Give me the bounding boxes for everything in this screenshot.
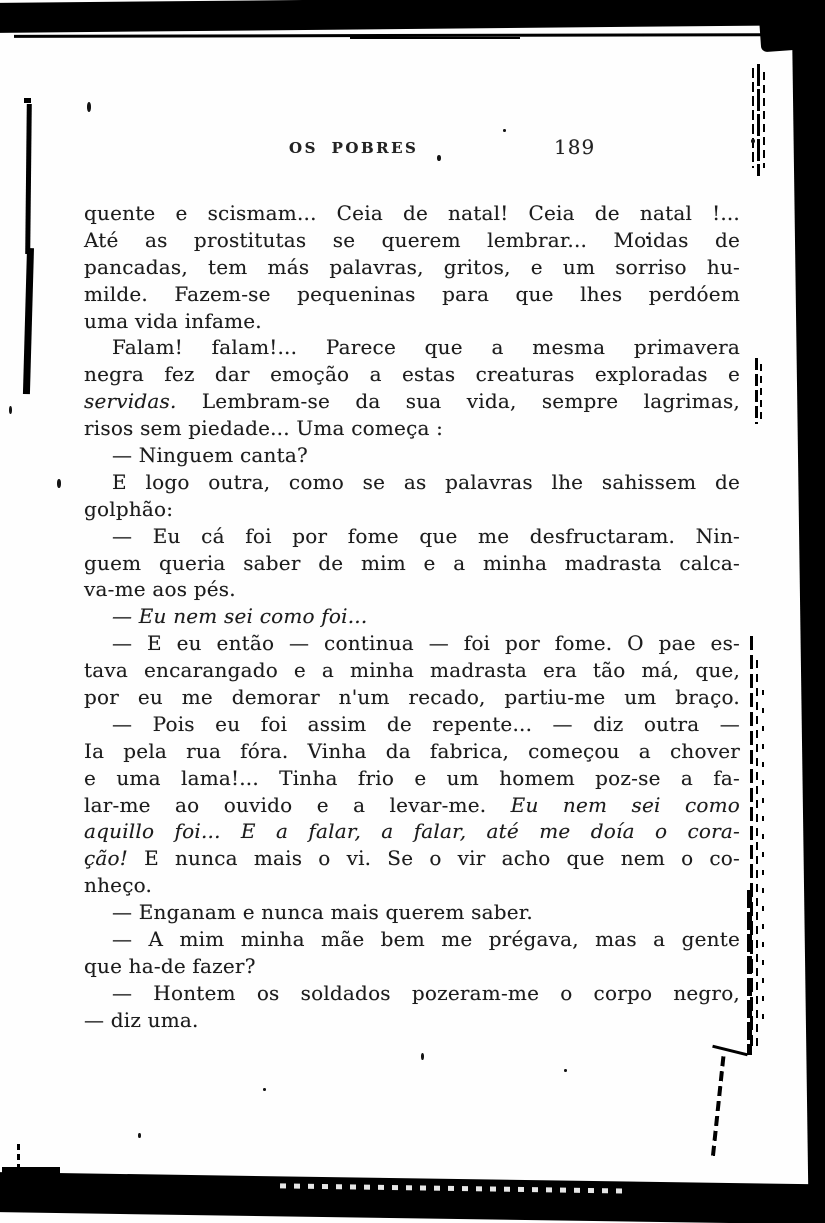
scan-artifact-left-streak (25, 104, 32, 254)
text-line: — E eu então — continua — foi por fome. O pae es- (112, 631, 740, 656)
text-line: golphão: (84, 496, 174, 521)
italic-segment: ção! (84, 846, 145, 871)
text-line: que ha-de fazer? (84, 953, 256, 978)
scan-artifact-top-bar (0, 0, 825, 33)
scan-artifact-bottom-bar (0, 1172, 825, 1223)
text-line: — diz uma. (84, 1007, 199, 1032)
scan-speck (564, 1069, 567, 1072)
scan-artifact-ink-streak (763, 72, 765, 168)
text-line: e uma lama!... Tinha frio e um homem poz-se a fa- (84, 765, 740, 790)
scan-artifact-ink-streak (712, 1045, 748, 1057)
scan-speck (9, 406, 12, 414)
scan-artifact-ink-streak (711, 1056, 726, 1160)
text-line: pancadas, tem más palavras, gritos, e um sorriso hu- (84, 254, 740, 279)
text-line: nheço. (84, 873, 153, 898)
text-line: aquillo foi... E a falar, a falar, até me doía o cora- (84, 819, 740, 844)
text-line (84, 792, 740, 819)
italic-segment: Eu nem sei como (510, 792, 740, 817)
text-line: uma vida infame. (84, 308, 262, 333)
text-segment: Lembram-se da sua vida, sempre lagrimas, (176, 389, 740, 414)
text-line: tava encarangado e a minha madrasta era tão má, que, (84, 658, 740, 683)
text-line: E logo outra, como se as palavras lhe sahissem de (112, 469, 740, 494)
text-line: va-me aos pés. (84, 577, 236, 602)
text-line: — A mim minha mãe bem me prégava, mas a gente (112, 927, 740, 952)
scan-artifact-left-streak (23, 248, 34, 394)
scan-speck (87, 102, 91, 112)
text-line: guem queria saber de mim e a minha madrasta calca- (84, 550, 740, 575)
text-segment: lar-me ao ouvido e a levar-me. (84, 792, 511, 817)
scan-artifact-ink-streak (756, 660, 758, 1050)
scan-speck (503, 129, 506, 132)
text-line: risos sem piedade... Uma começa : (84, 416, 444, 441)
scan-artifact-ink-streak (760, 364, 762, 422)
scan-artifact-ink-streak (747, 890, 752, 1055)
scan-artifact-right-bar (792, 26, 825, 1223)
text-line: quente e scismam... Ceia de natal! Ceia de natal !... (84, 201, 740, 225)
text-line: por eu me demorar n'um recado, partiu-me um braço. (84, 685, 740, 710)
text-line: Falam! falam!... Parece que a mesma primavera (112, 335, 740, 360)
scan-speck (138, 1133, 141, 1138)
scan-speck (437, 155, 441, 161)
text-line: — Pois eu foi assim de repente... — diz outra — (112, 711, 740, 736)
text-line: milde. Fazem-se pequeninas para que lhes perdóem (84, 281, 740, 306)
text-line (84, 845, 740, 872)
text-line (84, 388, 740, 415)
text-line: — Eu nem sei como foi... (112, 604, 368, 629)
scan-artifact-ink-streak (762, 690, 764, 1020)
italic-segment: servidas. (84, 389, 177, 414)
scan-speck (751, 139, 755, 143)
text-line: — Hontem os soldados pozeram-me o corpo negro, (112, 980, 740, 1005)
scan-artifact-top-rule-fragment (350, 37, 520, 39)
page-number: 189 (554, 135, 596, 159)
scan-artifact-ink-streak (755, 358, 758, 424)
scan-speck (263, 1088, 266, 1091)
scan-artifact-ink-streak (757, 64, 760, 176)
text-line: — Eu cá foi por fome que me desfructaram. Nin- (112, 523, 740, 548)
text-line: — Ninguem canta? (112, 443, 308, 468)
text-line: Até as prostitutas se querem lembrar... Moidas de (84, 227, 740, 252)
scan-artifact-left-streak (24, 98, 31, 103)
text-line: Ia pela rua fóra. Vinha da fabrica, começou a chover (84, 738, 740, 763)
text-line: negra fez dar emoção a estas creaturas exploradas e (84, 362, 740, 387)
running-title: OS POBRES (289, 139, 419, 157)
scan-speck (57, 479, 61, 488)
body-text (84, 200, 740, 1034)
text-line: — Enganam e nunca mais querem saber. (112, 900, 533, 925)
scan-artifact-ink-streak (752, 68, 754, 168)
text-segment: E nunca mais o vi. Se o vir acho que nem o co- (144, 846, 741, 871)
scan-speck (421, 1053, 424, 1060)
